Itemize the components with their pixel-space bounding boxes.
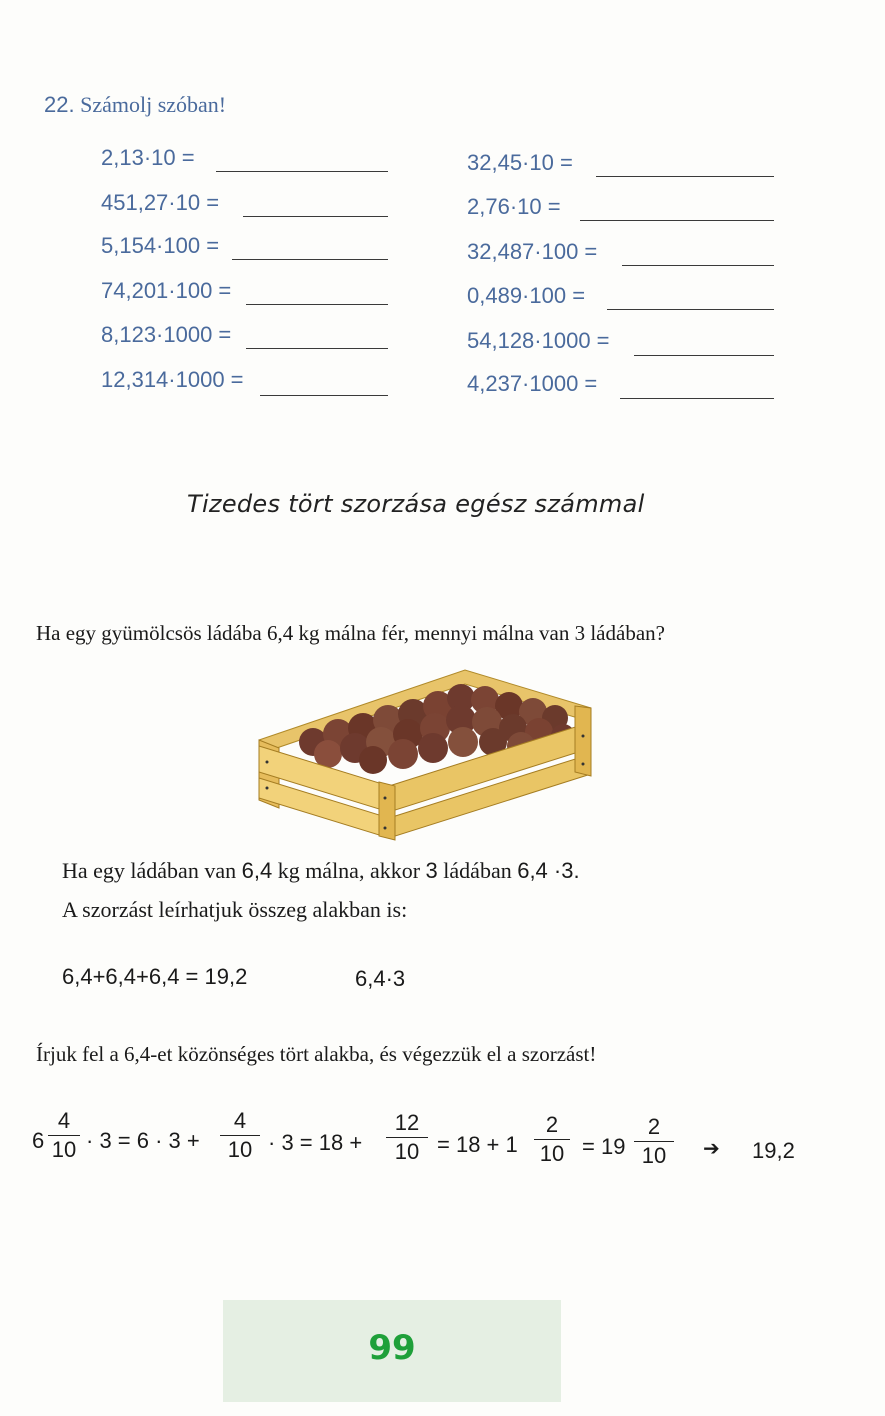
explanation-line-2: A szorzást leírhatjuk összeg alakban is:: [62, 897, 408, 922]
exercise-left-4: 74,201·100 =: [101, 278, 232, 303]
explanation-part: Ha egy ládában van: [62, 858, 242, 883]
mixed-whole: 6: [32, 1128, 45, 1153]
product-expression: 6,4·3: [355, 966, 406, 991]
answer-blank[interactable]: [246, 348, 388, 349]
explanation-number: 6,4 ·3.: [517, 858, 580, 883]
exercise-right-2: 2,76·10 =: [467, 194, 561, 219]
equation-part: · 3 = 18 +: [268, 1130, 363, 1155]
fraction-numerator: 12: [394, 1110, 420, 1135]
answer-blank[interactable]: [246, 304, 388, 305]
fraction-denominator: 10: [394, 1139, 420, 1164]
answer-blank[interactable]: [216, 171, 388, 172]
answer-blank[interactable]: [622, 265, 774, 266]
exercise-right-3: 32,487·100 =: [467, 239, 598, 264]
fraction-numerator: 4: [57, 1108, 71, 1133]
answer-blank[interactable]: [620, 398, 774, 399]
arrow-icon: ➔: [703, 1136, 720, 1160]
page-number: 99: [368, 1328, 416, 1368]
explanation-number: 3: [425, 858, 438, 883]
explanation-number: 6,4: [241, 858, 273, 883]
fraction: [220, 1108, 260, 1163]
fraction-denominator: 10: [227, 1137, 253, 1162]
task-number: 22.: [44, 92, 75, 117]
fraction-numerator: 2: [545, 1112, 559, 1137]
exercise-right-4: 0,489·100 =: [467, 283, 586, 308]
fraction-numerator: 4: [233, 1108, 247, 1133]
answer-blank[interactable]: [260, 395, 388, 396]
fraction-bar: [634, 1141, 674, 1142]
exercise-right-6: 4,237·1000 =: [467, 371, 598, 396]
result-value: 19,2: [752, 1138, 795, 1163]
answer-blank[interactable]: [607, 309, 774, 310]
fraction-denominator: 10: [539, 1141, 565, 1166]
explanation-part: ládában: [437, 858, 518, 883]
fraction: [386, 1110, 428, 1165]
exercise-right-1: 32,45·10 =: [467, 150, 573, 175]
task-header: [44, 92, 226, 118]
footer-box: [223, 1300, 561, 1402]
answer-blank[interactable]: [232, 259, 388, 260]
fraction-denominator: 10: [641, 1143, 667, 1168]
equation-part: = 19: [582, 1134, 626, 1159]
fraction: [534, 1112, 570, 1167]
equation-part: = 18 + 1: [437, 1132, 518, 1157]
exercise-left-6: 12,314·1000 =: [101, 367, 244, 392]
explanation-part: kg málna, akkor: [272, 858, 426, 883]
fraction: [634, 1114, 674, 1169]
fraction-bar: [48, 1135, 80, 1136]
explanation-line-1: [62, 858, 580, 884]
answer-blank[interactable]: [580, 220, 774, 221]
sum-equation: 6,4+6,4+6,4 = 19,2: [62, 964, 248, 989]
fraction: [48, 1108, 80, 1163]
fraction-bar: [386, 1137, 428, 1138]
exercise-left-1: 2,13·10 =: [101, 145, 195, 170]
fraction-denominator: 10: [51, 1137, 77, 1162]
exercise-left-5: 8,123·1000 =: [101, 322, 232, 347]
exercise-left-2: 451,27·10 =: [101, 190, 220, 215]
fraction-numerator: 2: [647, 1114, 661, 1139]
answer-blank[interactable]: [243, 216, 388, 217]
answer-blank[interactable]: [634, 355, 774, 356]
raspberry-crate-image: [253, 662, 598, 842]
fraction-intro: Írjuk fel a 6,4-et közönséges tört alakba, és végezzük el a szorzást!: [36, 1042, 597, 1066]
exercise-left-3: 5,154·100 =: [101, 233, 220, 258]
answer-blank[interactable]: [596, 176, 774, 177]
fraction-bar: [220, 1135, 260, 1136]
task-instruction: Számolj szóban!: [80, 92, 227, 117]
equation-part: · 3 = 6 · 3 +: [86, 1128, 200, 1153]
exercise-right-5: 54,128·1000 =: [467, 328, 610, 353]
fraction-bar: [534, 1139, 570, 1140]
problem-text: Ha egy gyümölcsös ládába 6,4 kg málna fér, mennyi málna van 3 ládában?: [36, 621, 665, 645]
section-title: Tizedes tört szorzása egész számmal: [187, 490, 645, 518]
